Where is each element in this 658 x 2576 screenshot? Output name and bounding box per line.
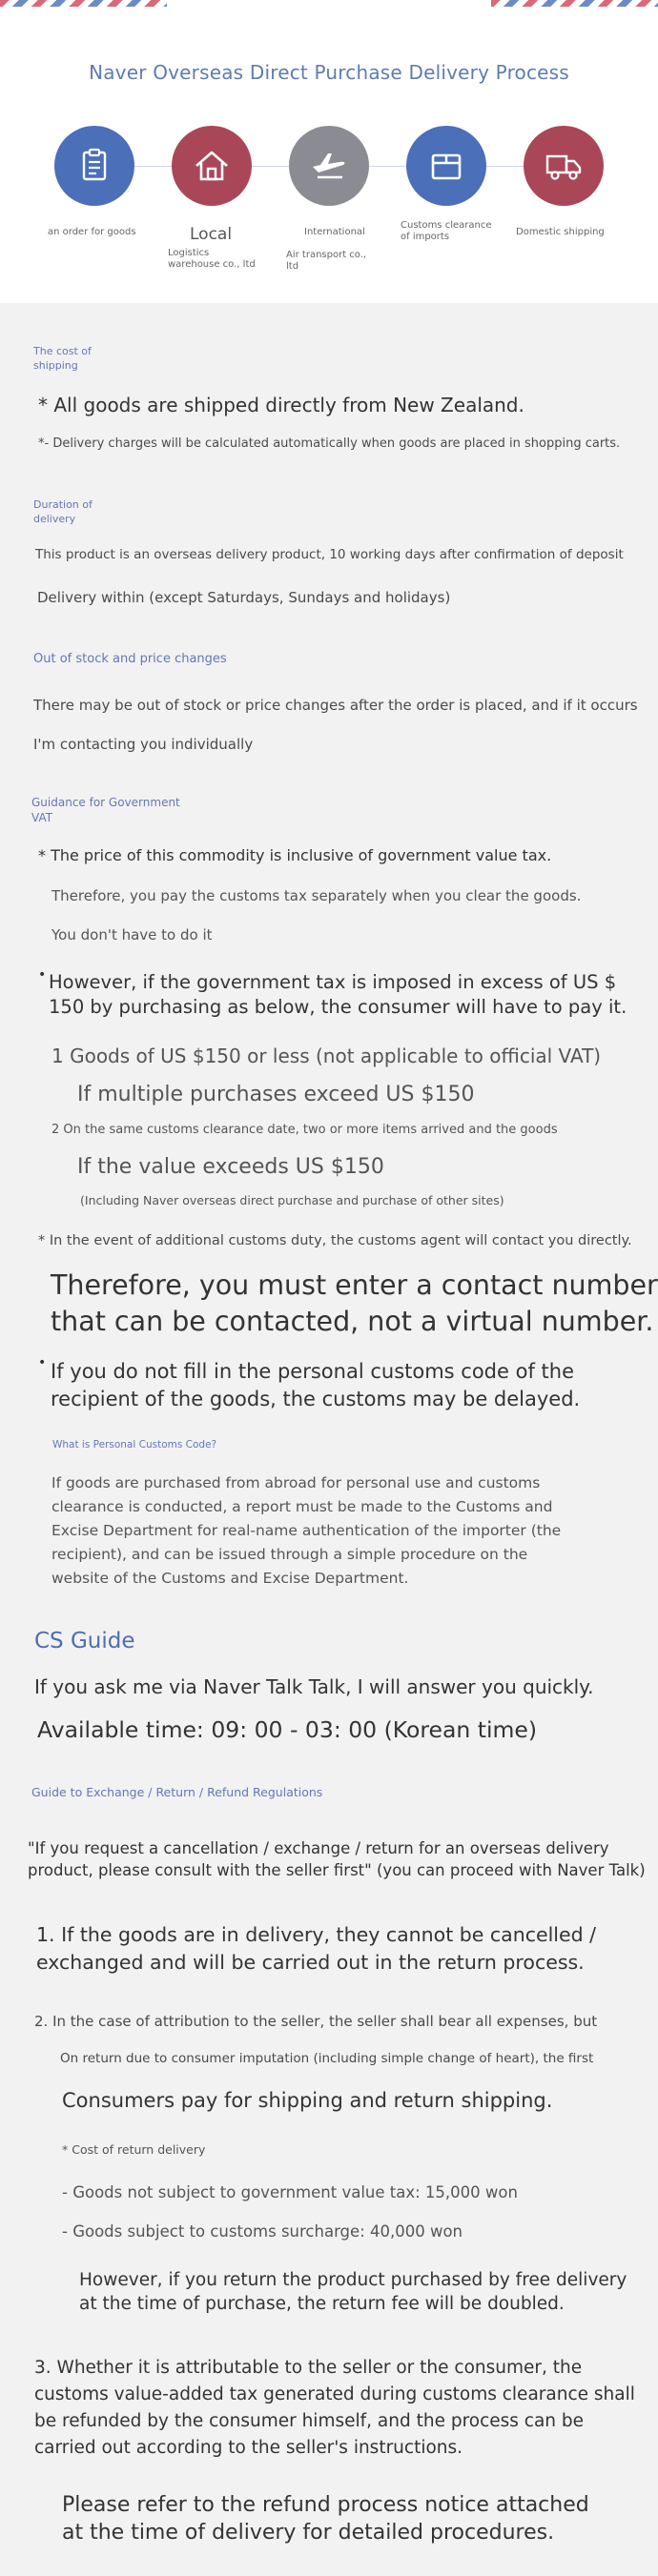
shipping-cost-line-2: *- Delivery charges will be calculated automatically when goods are placed in shopping carts. xyxy=(38,436,621,451)
pcc-line-1: If goods are purchased from abroad for personal use and customs xyxy=(51,1474,541,1491)
vat-line-6b: recipient of the goods, the customs may be delayed. xyxy=(51,1388,581,1410)
pcc-line-5: website of the Customs and Excise Department. xyxy=(51,1570,409,1587)
duration-heading-1: Duration of xyxy=(33,498,93,511)
step-domestic-shipping xyxy=(524,126,604,206)
duration-line-1: This product is an overseas delivery product, 10 working days after confirmation of deposit xyxy=(35,547,624,562)
truck-icon xyxy=(544,146,584,186)
exchange-p1-a: 1. If the goods are in delivery, they cannot be cancelled / xyxy=(36,1923,597,1946)
page-title: Naver Overseas Direct Purchase Delivery Process xyxy=(89,61,569,84)
duration-line-2: Delivery within (except Saturdays, Sundays and holidays) xyxy=(37,589,451,606)
vat-item-1b: If multiple purchases exceed US $150 xyxy=(77,1083,475,1106)
step-label-domestic: Domestic shipping xyxy=(516,227,605,237)
process-header xyxy=(0,0,658,303)
vat-line-4b: 150 by purchasing as below, the consumer will have to pay it. xyxy=(49,996,627,1018)
vat-bullet: • xyxy=(38,967,47,983)
step-label-customs-sub: of imports xyxy=(401,232,450,242)
pcc-line-2: clearance is conducted, a report must be made to the Customs and xyxy=(51,1498,553,1515)
exchange-p2b: On return due to consumer imputation (including simple change of heart), the first xyxy=(60,2051,594,2066)
step-label-order: an order for goods xyxy=(48,227,136,237)
exchange-p3-d: carried out according to the seller's instructions. xyxy=(34,2438,463,2458)
cost-line-1: - Goods not subject to government value tax: 15,000 won xyxy=(62,2183,518,2201)
vat-line-2: Therefore, you pay the customs tax separately when you clear the goods. xyxy=(51,887,582,904)
cs-heading: CS Guide xyxy=(34,1629,135,1653)
exchange-p2: 2. In the case of attribution to the seller, the seller shall bear all expenses, but xyxy=(34,2013,598,2030)
vat-heading-1: Guidance for Government xyxy=(31,796,180,809)
shipping-cost-line-1: * All goods are shipped directly from New Zealand. xyxy=(38,394,524,416)
exchange-p3-c: be refunded by the consumer himself, and the process can be xyxy=(34,2411,585,2431)
vat-line-5: * In the event of additional customs duty, the customs agent will contact you directly. xyxy=(38,1233,632,1248)
refund-refer-a: Please refer to the refund process notice attached xyxy=(62,2493,589,2517)
refund-refer-b: at the time of delivery for detailed procedures. xyxy=(62,2521,555,2545)
vat-item-2: 2 On the same customs clearance date, two or more items arrived and the goods xyxy=(51,1123,558,1137)
duration-heading-2: delivery xyxy=(33,513,76,525)
shipping-cost-heading-2: shipping xyxy=(33,359,78,372)
step-order xyxy=(54,126,134,206)
step-label-international: International xyxy=(304,227,365,237)
house-icon xyxy=(192,146,232,186)
step-local-warehouse xyxy=(172,126,252,206)
stock-line-1: There may be out of stock or price changes after the order is placed, and if it occurs xyxy=(33,697,638,714)
pcc-line-3: Excise Department for real-name authentication of the importer (the xyxy=(51,1522,562,1539)
cost-heading: * Cost of return delivery xyxy=(62,2142,206,2157)
step-label-international-sub2: ltd xyxy=(286,261,299,272)
exchange-p1-b: exchanged and will be carried out in the return process. xyxy=(36,1951,585,1974)
shipping-cost-heading-1: The cost of xyxy=(33,345,92,357)
vat-bullet-2: • xyxy=(38,1355,47,1370)
exchange-quote-1: "If you request a cancellation / exchange / return for an overseas delivery xyxy=(28,1839,609,1857)
stock-heading: Out of stock and price changes xyxy=(33,652,227,666)
vat-big-1: Therefore, you must enter a contact number xyxy=(51,1269,658,1301)
exchange-p3-a: 3. Whether it is attributable to the seller or the consumer, the xyxy=(34,2358,583,2378)
cost-line-2: - Goods subject to customs surcharge: 40,000 won xyxy=(62,2222,463,2241)
vat-item-2b: If the value exceeds US $150 xyxy=(77,1155,384,1179)
stripe-gap xyxy=(167,0,491,7)
vat-line-1: * The price of this commodity is inclusive of government value tax. xyxy=(38,846,552,864)
exchange-p3-b: customs value-added tax generated during customs clearance shall xyxy=(34,2384,635,2404)
free-delivery-b: at the time of purchase, the return fee will be doubled. xyxy=(79,2294,565,2314)
vat-line-4a: However, if the government tax is imposed in excess of US $ xyxy=(49,971,617,993)
pcc-line-4: recipient), and can be issued through a simple procedure on the xyxy=(51,1546,528,1563)
stock-line-2: I'm contacting you individually xyxy=(33,736,254,753)
step-label-local: Local xyxy=(190,225,233,244)
pcc-heading: What is Personal Customs Code? xyxy=(52,1439,217,1450)
airplane-icon xyxy=(309,146,349,186)
step-air-transport xyxy=(289,126,369,206)
cs-line-2: Available time: 09: 00 - 03: 00 (Korean time) xyxy=(37,1716,538,1743)
cs-line-1: If you ask me via Naver Talk Talk, I will answer you quickly. xyxy=(34,1675,594,1698)
vat-big-2: that can be contacted, not a virtual number. xyxy=(51,1306,654,1337)
free-delivery-a: However, if you return the product purchased by free delivery xyxy=(79,2270,627,2290)
vat-heading-2: VAT xyxy=(31,811,53,824)
vat-item-1: 1 Goods of US $150 or less (not applicable to official VAT) xyxy=(51,1045,602,1067)
step-customs-clearance xyxy=(406,126,486,206)
vat-line-3: You don't have to do it xyxy=(51,926,213,943)
step-label-customs: Customs clearance xyxy=(401,220,492,231)
exchange-p2c: Consumers pay for shipping and return shipping. xyxy=(62,2089,553,2112)
vat-item-2c: (Including Naver overseas direct purchase and purchase of other sites) xyxy=(80,1193,504,1207)
box-icon xyxy=(426,146,466,186)
step-label-local-sub2: warehouse co., ltd xyxy=(168,259,256,270)
step-label-local-sub1: Logistics xyxy=(168,248,210,258)
clipboard-icon xyxy=(74,146,114,186)
step-label-international-sub1: Air transport co., xyxy=(286,250,367,260)
exchange-quote-2: product, please consult with the seller first" (you can proceed with Naver Talk) xyxy=(28,1861,646,1879)
vat-line-6a: If you do not fill in the personal customs code of the xyxy=(51,1360,574,1383)
exchange-heading: Guide to Exchange / Return / Refund Regulations xyxy=(31,1785,323,1799)
